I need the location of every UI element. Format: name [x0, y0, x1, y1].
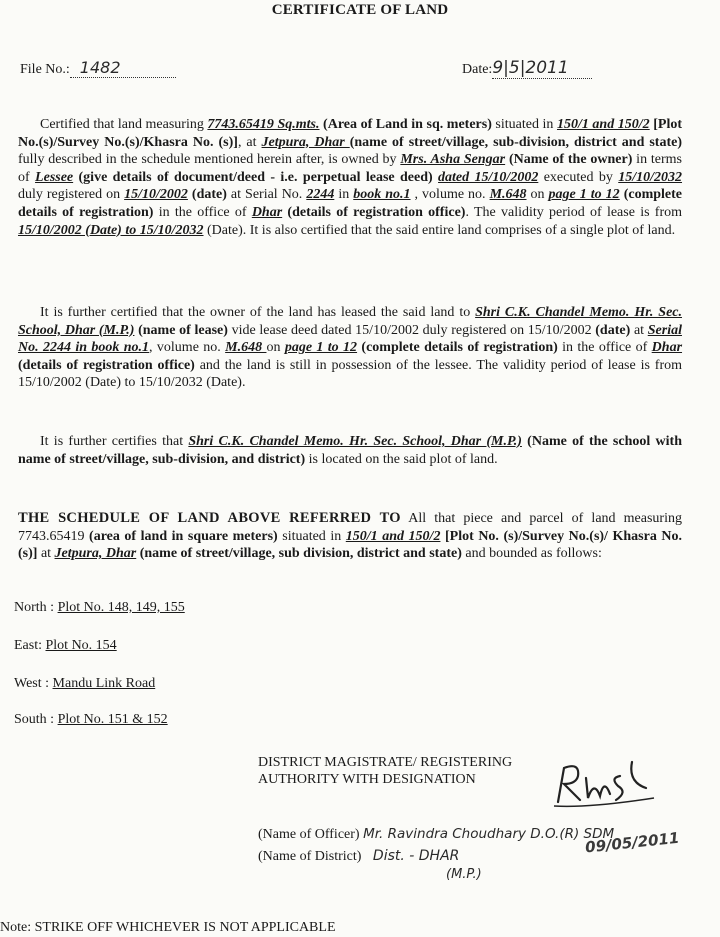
- signature: [550, 758, 660, 815]
- officer-name: Mr. Ravindra Choudhary D.O.(R) SDM: [363, 826, 615, 842]
- label-deed: (give details of document/deed - i.e. perpetual lease deed): [73, 169, 433, 185]
- district-state: (M.P.): [446, 867, 482, 882]
- boundary-value: Plot No. 148, 149, 155: [57, 600, 185, 615]
- officer-label: (Name of Officer): [258, 827, 360, 842]
- text: All that piece and parcel of land measuring 7743.65419: [18, 511, 682, 544]
- label-owner: (Name of the owner): [505, 152, 633, 168]
- text: Certified that land measuring: [40, 117, 208, 132]
- label-registration: (complete details of registration): [18, 187, 683, 220]
- validity-period: 15/10/2002 (Date) to 15/10/2032: [18, 222, 204, 238]
- text: executed by: [538, 169, 619, 185]
- text: in the office of: [557, 340, 652, 356]
- text: . The validity period of lease is from: [465, 204, 683, 220]
- page-range: page 1 to 12: [284, 340, 358, 356]
- text: is located on the said plot of land.: [305, 451, 498, 467]
- text: on: [266, 340, 285, 356]
- authority-block: [258, 754, 512, 788]
- date-label: Date:: [462, 62, 493, 77]
- label-date: (date): [187, 187, 227, 203]
- boundary-label: West :: [14, 676, 53, 691]
- registered-on: 15/10/2002: [124, 187, 188, 203]
- registration-office: Dhar: [251, 204, 283, 220]
- label-registration: (complete details of registration): [357, 340, 558, 356]
- text: , at: [237, 134, 262, 150]
- label-place: (name of street/village, sub division, district and state): [136, 546, 462, 562]
- signature-drawing: [550, 758, 660, 810]
- registration-office: Dhar: [651, 340, 683, 356]
- paragraph-school: [18, 433, 682, 468]
- executed-by: 15/10/2032: [618, 169, 683, 185]
- schedule-heading: THE SCHEDULE OF LAND ABOVE REFERRED TO: [18, 510, 401, 526]
- label-area: (area of land in square meters): [89, 528, 278, 544]
- date-line: [462, 58, 592, 79]
- boundary-label: East:: [14, 638, 46, 653]
- authority-line: AUTHORITY WITH DESIGNATION: [258, 772, 476, 787]
- serial-book: Serial No. 2244 in book no.1: [18, 322, 682, 356]
- page-range: page 1 to 12: [548, 187, 620, 203]
- place-name: Jetpura, Dhar: [54, 546, 137, 562]
- text: It is further certified that the owner of the land has leased the said land to: [40, 305, 476, 320]
- text: in: [334, 187, 354, 203]
- text: (Date). It is also certified that the said entire land comprises of a single plot of land.: [203, 222, 676, 238]
- plot-number: 150/1 and 150/2: [345, 528, 441, 544]
- paragraph-ownership: [18, 116, 682, 239]
- text: in terms of: [18, 152, 682, 185]
- deed-date: dated 15/10/2002: [438, 169, 539, 185]
- text: and the land is still in possession of the lessee. The validity period of lease is from 15/10/2002 (Date) to 15/10/2032 (Date).: [18, 357, 682, 391]
- boundary-south: [14, 712, 168, 728]
- document-title: CERTIFICATE OF LAND: [271, 2, 449, 18]
- label-place: (name of street/village, sub-division, district and state): [349, 134, 683, 150]
- text: duly registered on: [18, 187, 125, 203]
- book-number: book no.1: [353, 187, 411, 203]
- serial-number: 2244: [306, 187, 335, 203]
- place-name: Jetpura, Dhar: [261, 134, 350, 150]
- plot-number: 150/1 and 150/2: [556, 117, 650, 132]
- boundary-north: [14, 600, 185, 616]
- boundary-label: South :: [14, 712, 58, 727]
- label-date: (date): [595, 322, 631, 338]
- stamp-date: 09/05/2011: [584, 828, 681, 857]
- volume-number: M.648: [225, 340, 267, 356]
- footer-note: Note: STRIKE OFF WHICHEVER IS NOT APPLICABLE: [0, 920, 336, 935]
- text: at: [37, 546, 55, 562]
- text: on: [526, 187, 549, 203]
- label-area: (Area of Land in sq. meters): [319, 117, 492, 132]
- label-office: (details of registration office): [18, 357, 195, 373]
- label-lease: (name of lease): [134, 322, 228, 338]
- text: in the office of: [153, 204, 252, 220]
- paragraph-schedule: [18, 510, 682, 563]
- boundary-west: [14, 676, 155, 692]
- label-plot: [Plot No. (s)/Survey No.(s)/ Khasra No. (s)]: [18, 528, 682, 562]
- deed-type: Lessee: [35, 169, 74, 185]
- school-name: Shri C.K. Chandel Memo. Hr. Sec. School, Dhar (M.P.): [188, 434, 522, 449]
- text: situated in: [491, 117, 557, 132]
- authority-line: DISTRICT MAGISTRATE/ REGISTERING: [258, 755, 513, 770]
- text: , volume no.: [410, 187, 490, 203]
- boundary-value: Plot No. 154: [45, 638, 117, 653]
- text: at: [630, 322, 648, 338]
- owner-name: Mrs. Asha Sengar: [400, 152, 506, 168]
- boundary-label: North :: [14, 600, 58, 615]
- volume-number: M.648: [489, 187, 527, 203]
- boundary-east: [14, 638, 117, 654]
- date-value: 9|5|2011: [492, 58, 592, 79]
- label-plot: [Plot No.(s)/Survey No.(s)/Khasra No. (s)]: [18, 117, 682, 150]
- paragraph-lease: [18, 304, 682, 392]
- district-label: (Name of District): [258, 849, 362, 864]
- boundary-value: Mandu Link Road: [52, 676, 156, 691]
- official-stamp: [538, 807, 680, 861]
- land-area: 7743.65419 Sq.mts.: [207, 117, 320, 132]
- label-office: (details of registration office): [282, 204, 466, 220]
- text: at Serial No.: [226, 187, 307, 203]
- text: , volume no.: [149, 340, 226, 356]
- lessee-name: Shri C.K. Chandel Memo. Hr. Sec. School, Dhar (M.P.): [18, 305, 682, 338]
- boundary-value: Plot No. 151 & 152: [57, 712, 168, 727]
- district-name: Dist. - DHAR: [372, 848, 460, 864]
- file-number-line: [20, 58, 176, 78]
- text: vide lease deed dated 15/10/2002 duly registered on 15/10/2002: [227, 322, 596, 338]
- label-school: (Name of the school with name of street/village, sub-division, and district): [18, 434, 682, 467]
- text: situated in: [277, 528, 346, 544]
- district-line: [258, 848, 482, 882]
- text: fully described in the schedule mentioned herein after, is owned by: [18, 152, 401, 168]
- text: It is further certifies that: [40, 434, 189, 449]
- file-number-value: 1482: [70, 58, 176, 78]
- text: and bounded as follows:: [461, 546, 602, 562]
- file-number-label: File No.:: [20, 62, 70, 77]
